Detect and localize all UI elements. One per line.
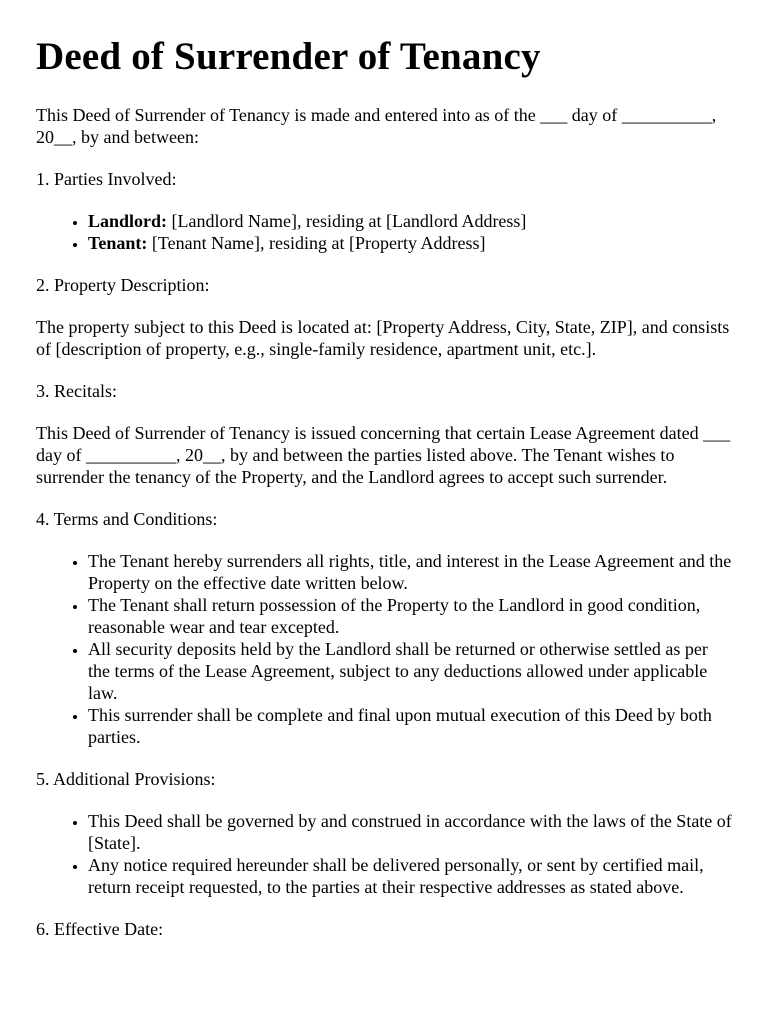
section-heading-property: 2. Property Description: (36, 275, 210, 295)
section-heading-terms: 4. Terms and Conditions: (36, 509, 218, 529)
list-item-tenant (88, 232, 734, 254)
document-title: Deed of Surrender of Tenancy (36, 35, 541, 78)
landlord-text: [Landlord Name], residing at [Landlord Address] (167, 211, 527, 231)
section-heading-effective-date: 6. Effective Date: (36, 919, 164, 939)
list-item-landlord (88, 210, 734, 232)
intro-paragraph: This Deed of Surrender of Tenancy is made and entered into as of the ___ day of __________, 20__, by and between: (36, 105, 717, 147)
property-paragraph: The property subject to this Deed is located at: [Property Address, City, State, ZIP], and consists of [description of property, e.g., single-family residence, apartment unit, etc.]. (36, 317, 730, 359)
list-item: • All security deposits held by the Landlord shall be returned or otherwise settled as per the terms of the Lease Agreement, subject to any deductions allowed under applicable law. (88, 638, 734, 704)
tenant-label: Tenant: (88, 233, 148, 253)
section-heading-parties: 1. Parties Involved: (36, 169, 177, 189)
list-item: • Any notice required hereunder shall be delivered personally, or sent by certified mail, return receipt requested, to the parties at their respective addresses as stated above. (88, 854, 734, 898)
landlord-label: Landlord: (88, 211, 168, 231)
list-item: • The Tenant shall return possession of the Property to the Landlord in good condition, reasonable wear and tear excepted. (88, 594, 734, 638)
list-item: • This surrender shall be complete and final upon mutual execution of this Deed by both parties. (88, 704, 734, 748)
additional-provisions-list (36, 810, 734, 898)
section-heading-additional: 5. Additional Provisions: (36, 769, 216, 789)
tenant-text: [Tenant Name], residing at [Property Address] (147, 233, 486, 253)
list-item: • This Deed shall be governed by and construed in accordance with the laws of the State of [State]. (88, 810, 734, 854)
parties-list (36, 210, 734, 254)
recitals-paragraph: This Deed of Surrender of Tenancy is issued concerning that certain Lease Agreement dated ___ day of __________, 20__, by and between the parties listed above. The Tenant wishes to surrender the tenancy of the Property, and the Landlord agrees to accept such surrender. (36, 423, 731, 487)
terms-list (36, 550, 734, 748)
section-heading-recitals: 3. Recitals: (36, 381, 117, 401)
list-item: • The Tenant hereby surrenders all rights, title, and interest in the Lease Agreement and the Property on the effective date written below. (88, 550, 734, 594)
